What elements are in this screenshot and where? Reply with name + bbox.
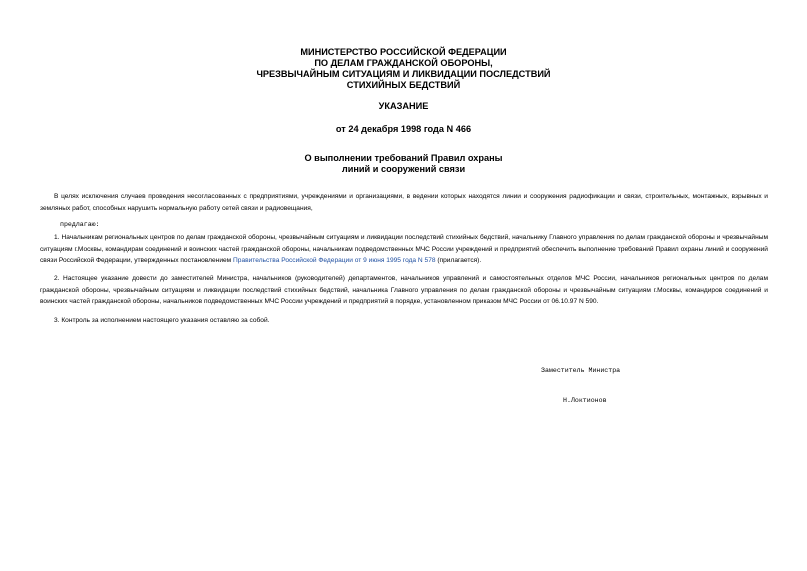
document-title bbox=[0, 153, 807, 175]
order-word: предлагаю: bbox=[60, 221, 100, 228]
signature-position: Заместитель Министра bbox=[541, 367, 621, 374]
document-title-line-1: О выполнении требований Правил охраны bbox=[304, 153, 503, 163]
ministry-header-line-2: ПО ДЕЛАМ ГРАЖДАНСКОЙ ОБОРОНЫ, bbox=[314, 58, 493, 68]
intro-paragraph: В целях исключения случаев проведения несогласованных с предприятиями, учреждениями и организациями, в ведении которых находятся линии и сооружения радиофикации и связи, строительных, монтажных, взрывных и земляных работ, способных нарушить нормальную работу сетей связи и радиовещания, bbox=[40, 193, 768, 212]
ministry-header-line-4: СТИХИЙНЫХ БЕДСТВИЙ bbox=[346, 80, 461, 90]
item-1-text: 1. Начальникам региональных центров по делам гражданской обороны, чрезвычайным ситуациям и ликвидации последствий стихийных бедствий, начальнику Главного управления по делам гражданской обороны и чрезвычайным ситуациям г.Москвы, командирам соединений и воинских частей гражданской обороны, начальникам подведомственных МЧС России учреждений и предприятий обеспечить выполнение требований Правил охраны линий и сооружений связи Российской Федерации, утвержденных постановлением bbox=[40, 234, 768, 264]
item-1-paragraph bbox=[40, 232, 768, 267]
signature-block bbox=[541, 346, 620, 426]
document-date: от 24 декабря 1998 года N 466 bbox=[335, 124, 472, 134]
document-title-line-2: линий и сооружений связи bbox=[341, 164, 466, 174]
document-type: УКАЗАНИЕ bbox=[378, 101, 429, 111]
government-decree-link[interactable]: Правительства Российской Федерации от 9 июня 1995 года N 578 bbox=[233, 257, 436, 264]
item-1-text-end: (прилагается). bbox=[435, 257, 482, 264]
item-3-paragraph: 3. Контроль за исполнением настоящего указания оставляю за собой. bbox=[54, 317, 270, 324]
ministry-header bbox=[0, 47, 807, 91]
ministry-header-line-3: ЧРЕЗВЫЧАЙНЫМ СИТУАЦИЯМ И ЛИКВИДАЦИИ ПОСЛЕДСТВИЙ bbox=[256, 69, 551, 79]
ministry-header-line-1: МИНИСТЕРСТВО РОССИЙСКОЙ ФЕДЕРАЦИИ bbox=[300, 47, 507, 57]
item-2-paragraph: 2. Настоящее указание довести до заместителей Министра, начальников (руководителей) департаментов, начальников управлений и самостоятельных отделов МЧС России, начальников региональных центров по делам гражданской обороны, чрезвычайным ситуациям и ликвидации последствий стихийных бедствий, начальника Главного управления по делам гражданской обороны и чрезвычайным ситуациям г.Москвы, командиров соединений и воинских частей гражданской обороны, начальников подведомственных МЧС России учреждений и предприятий в порядке, установленном приказом МЧС России от 06.10.97 N 590. bbox=[40, 275, 768, 305]
signature-name: Н.Локтионов bbox=[563, 397, 607, 404]
